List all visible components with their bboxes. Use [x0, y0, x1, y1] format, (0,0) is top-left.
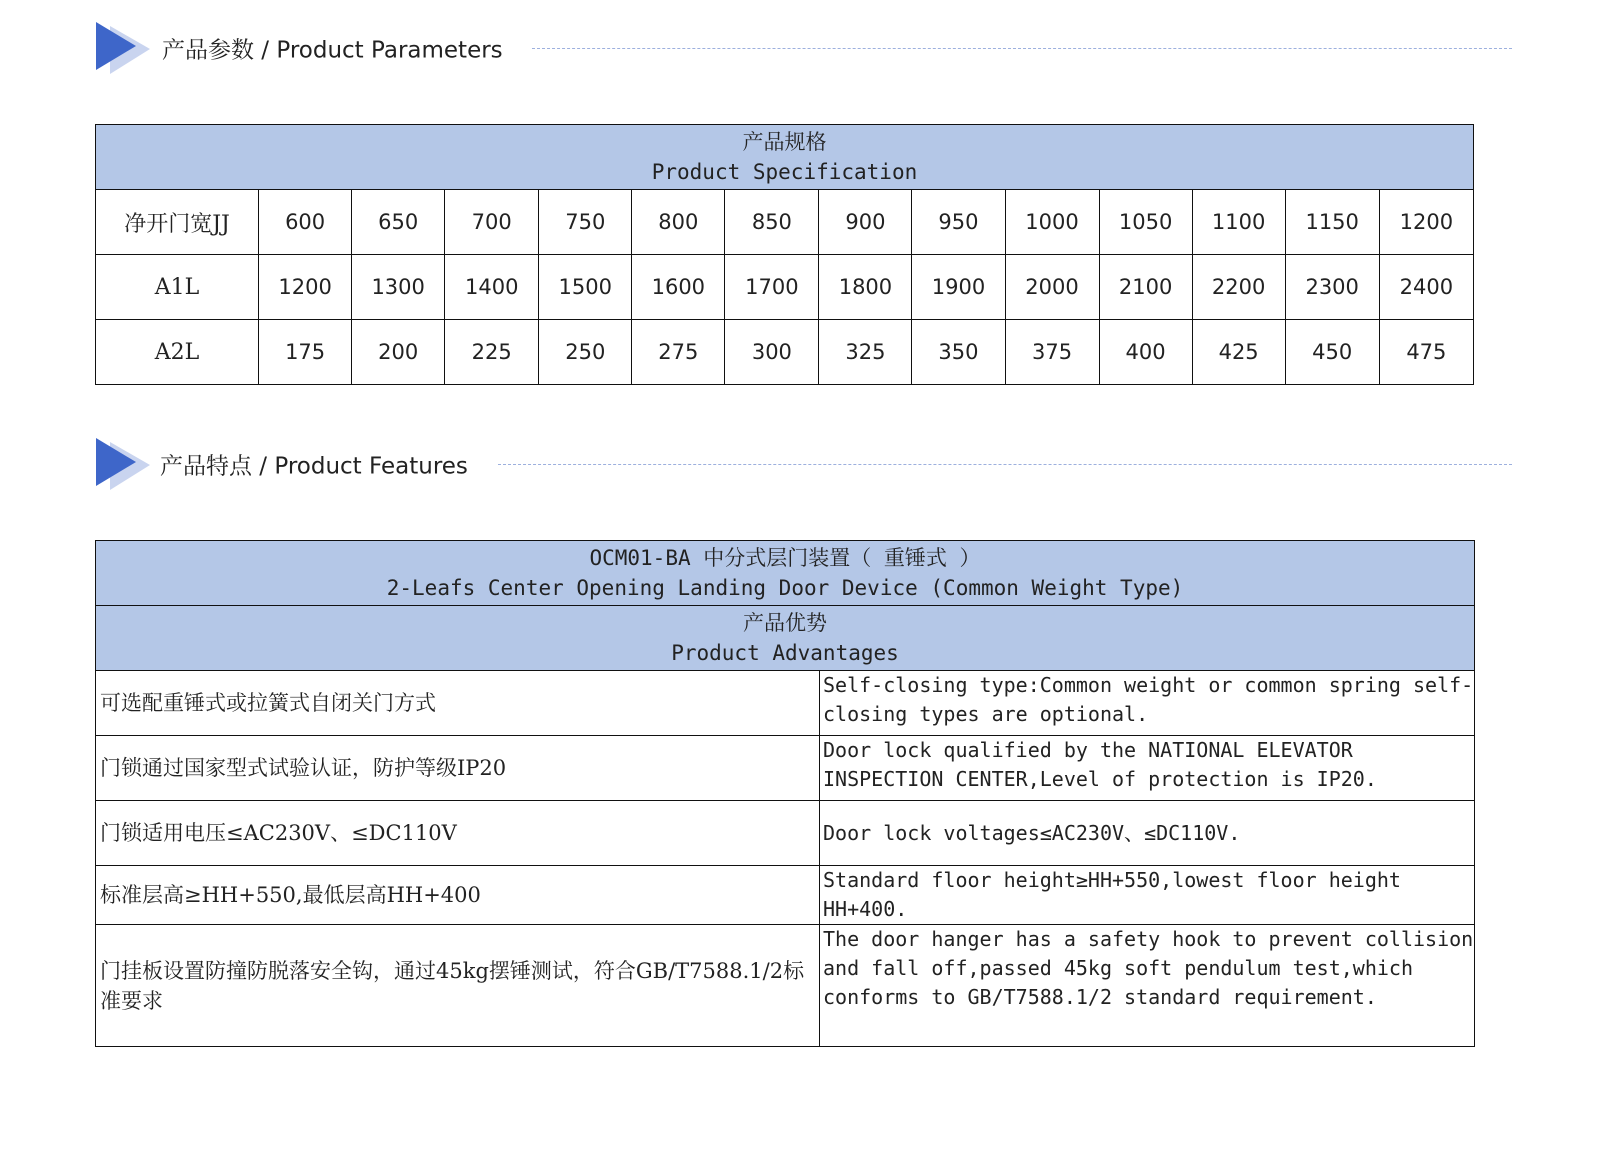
- table-cell: 300: [725, 320, 819, 385]
- section-title: 产品特点 / Product Features: [160, 448, 488, 481]
- table-cell: 1000: [1005, 190, 1099, 255]
- advantages-title-cn: 产品优势: [743, 611, 827, 635]
- row-label: 净开门宽JJ: [96, 190, 259, 255]
- double-arrow-icon: [96, 434, 156, 494]
- table-cell: 225: [445, 320, 539, 385]
- table-cell: 425: [1192, 320, 1285, 385]
- table-cell: 2000: [1005, 255, 1099, 320]
- section-title: 产品参数 / Product Parameters: [162, 32, 523, 65]
- table-cell: 450: [1285, 320, 1379, 385]
- feature-cn: 门锁适用电压≤AC230V、≤DC110V: [96, 801, 820, 866]
- model-title-cn: OCM01-BA 中分式层门装置（ 重锤式 ）: [589, 546, 981, 570]
- table-cell: 1600: [632, 255, 725, 320]
- table-cell: 400: [1099, 320, 1192, 385]
- feature-en: Self-closing type:Common weight or common spring self-closing types are optional.: [820, 671, 1475, 736]
- table-cell: 200: [352, 320, 445, 385]
- row-label: A2L: [96, 320, 259, 385]
- table-cell: 350: [912, 320, 1005, 385]
- table-cell: 700: [445, 190, 539, 255]
- model-title-en: 2-Leafs Center Opening Landing Door Device (Common Weight Type): [386, 576, 1184, 600]
- table-cell: 1050: [1099, 190, 1192, 255]
- table-row: [96, 736, 1475, 801]
- table-cell: 175: [259, 320, 352, 385]
- table-cell: 375: [1005, 320, 1099, 385]
- advantages-header: [96, 606, 1475, 671]
- feature-cn: 标准层高≥HH+550,最低层高HH+400: [96, 866, 820, 925]
- table-row: [96, 801, 1475, 866]
- table-row: [96, 925, 1475, 1047]
- model-header: [96, 541, 1475, 606]
- table-cell: 2300: [1285, 255, 1379, 320]
- table-cell: 2100: [1099, 255, 1192, 320]
- table-cell: 1700: [725, 255, 819, 320]
- table-cell: 1400: [445, 255, 539, 320]
- table-cell: 250: [539, 320, 632, 385]
- feature-cn: 门挂板设置防撞防脱落安全钩，通过45kg摆锤测试，符合GB/T7588.1/2标准要求: [96, 925, 820, 1047]
- table-row: [96, 255, 1474, 320]
- table-cell: 1900: [912, 255, 1005, 320]
- features-table: [95, 540, 1475, 1047]
- table-cell: 275: [632, 320, 725, 385]
- section-header-parameters: [96, 18, 1512, 78]
- row-label: A1L: [96, 255, 259, 320]
- feature-cn: 可选配重锤式或拉簧式自闭关门方式: [96, 671, 820, 736]
- feature-en: Door lock voltages≤AC230V、≤DC110V.: [820, 801, 1475, 866]
- spec-header-cn: 产品规格: [742, 130, 827, 154]
- spec-table: [95, 124, 1474, 385]
- feature-en: Door lock qualified by the NATIONAL ELEVATOR INSPECTION CENTER,Level of protection is IP20.: [820, 736, 1475, 801]
- table-cell: 1150: [1285, 190, 1379, 255]
- table-cell: 1200: [259, 255, 352, 320]
- table-cell: 2400: [1379, 255, 1473, 320]
- table-row: [96, 866, 1475, 925]
- feature-en: Standard floor height≥HH+550,lowest floor height HH+400.: [820, 866, 1475, 925]
- table-cell: 950: [912, 190, 1005, 255]
- table-cell: 475: [1379, 320, 1473, 385]
- table-cell: 600: [259, 190, 352, 255]
- table-cell: 325: [819, 320, 912, 385]
- spec-header-en: Product Specification: [651, 160, 918, 184]
- table-cell: 900: [819, 190, 912, 255]
- table-row: [96, 190, 1474, 255]
- table-cell: 800: [632, 190, 725, 255]
- table-cell: 1500: [539, 255, 632, 320]
- table-row: [96, 671, 1475, 736]
- spec-table-header: [96, 125, 1474, 190]
- section-header-features: [96, 434, 1512, 494]
- feature-cn: 门锁通过国家型式试验认证，防护等级IP20: [96, 736, 820, 801]
- table-row: [96, 320, 1474, 385]
- table-cell: 1800: [819, 255, 912, 320]
- table-cell: 2200: [1192, 255, 1285, 320]
- feature-en: The door hanger has a safety hook to prevent collision and fall off,passed 45kg soft pendulum test,which conforms to GB/T7588.1/2 standard requirement.: [820, 925, 1475, 1047]
- table-cell: 1300: [352, 255, 445, 320]
- table-cell: 650: [352, 190, 445, 255]
- advantages-title-en: Product Advantages: [671, 641, 899, 665]
- table-cell: 750: [539, 190, 632, 255]
- double-arrow-icon: [96, 18, 156, 78]
- table-cell: 850: [725, 190, 819, 255]
- dashed-divider: [498, 464, 1512, 465]
- table-cell: 1200: [1379, 190, 1473, 255]
- table-cell: 1100: [1192, 190, 1285, 255]
- dashed-divider: [532, 48, 1512, 49]
